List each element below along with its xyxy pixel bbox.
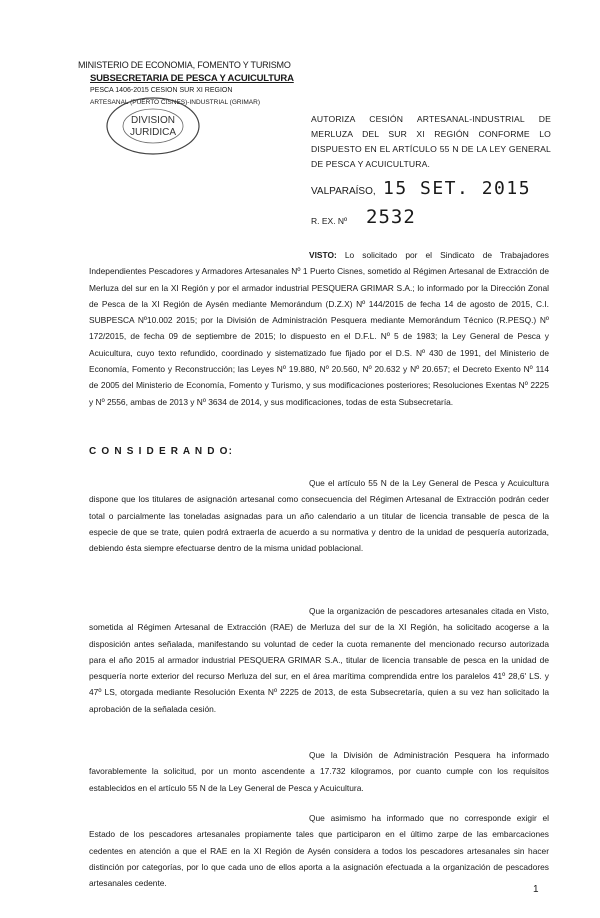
page-number: 1: [533, 884, 539, 895]
paragraph-text: Que el artículo 55 N de la Ley General de Pesca y Acuicultura dispone que los titulares de asignación artesanal como consecuencia del Régimen Artesanal de Extracción podrán ceder total o parcialmente las toneladas asignadas para un año calendario a un titular de licencia transable de pesca de la especie de que se trate, quien podrá extraerla de acuerdo a su normativa y dentro de la unidad de pesquería autorizada, debiendo ésta siempre efectuarse dentro de la misma unidad poblacional.: [89, 478, 549, 554]
resolution-number: 2532: [366, 206, 416, 228]
place-label: VALPARAÍSO,: [311, 186, 376, 197]
resolution-subject: AUTORIZA CESIÓN ARTESANAL-INDUSTRIAL DE MERLUZA DEL SUR XI REGIÓN CONFORME LO DISPUESTO EN EL ARTÍCULO 55 N DE LA LEY GENERAL DE PESCA Y ACUICULTURA.: [311, 114, 551, 169]
paragraph-text: Que asimismo ha informado que no corresponde exigir el Estado de los pescadores artesanales propiamente tales que participaron en el último zarpe de las embarcaciones cedentes en atención a que el RAE en la XI Región de Aysén considera a todos los pescadores artesanales sin hacer distinción por categorías, por lo que cada uno de ellos aporta a la asignación efectuada a la organización de pescadores artesanales cedente.: [89, 813, 549, 889]
considerando-paragraph-3: [89, 747, 549, 796]
paragraph-text: Que la División de Administración Pesquera ha informado favorablemente la solicitud, por un monto ascendente a 17.732 kilogramos, por cuanto cumple con los requisitos establecidos en el artículo 55 N de la Ley General de Pesca y Acuicultura.: [89, 750, 549, 793]
visto-text: Lo solicitado por el Sindicato de Trabajadores Independientes Pescadores y Armadores Artesanales Nº 1 Puerto Cisnes, sometido al Régimen Artesanal de Extracción de Merluza del sur en la XI Región y por el armador industrial PESQUERA GRIMAR S.A.; lo informado por la Dirección Zonal de Pesca de la XI Región de Aysén mediante Memorándum (D.Z.X) Nº 144/2015 de fecha 14 de agosto de 2015, C.I. SUBPESCA Nº10.002 2015; por la División de Administración Pesquera mediante Memorándum Técnico (R.PESQ.) Nº 172/2015, de fecha 09 de septiembre de 2015; lo dispuesto en el D.F.L. Nº 5 de 1983; la Ley General de Pesca y Acuicultura, cuyo texto refundido, coordinado y sistematizado fue fijado por el D.S. Nº 430 de 1991, del Ministerio de Economía, Fomento y Reconstrucción; las Leyes Nº 19.880, Nº 20.560, Nº 20.632 y Nº 20.657; el Decreto Exento Nº 114 de 2005 del Ministerio de Economía, Fomento y Turismo, y sus modificaciones posteriores; Resoluciones Exentas Nº 2225 y Nº 2556, ambas de 2013 y Nº 3634 de 2014, y sus modificaciones, todas de esta Subsecretaría.: [89, 250, 549, 407]
considerando-heading: C O N S I D E R A N D O:: [89, 446, 234, 457]
subsecretaria-name: SUBSECRETARIA DE PESCA Y ACUICULTURA: [90, 73, 294, 84]
resolution-number-label: R. EX. Nº: [311, 216, 348, 226]
stamp-line-1: DIVISION: [131, 115, 175, 126]
resolution-date: 15 SET. 2015: [383, 178, 532, 199]
stamp-graphic: [103, 95, 203, 157]
considerando-paragraph-2: [89, 603, 549, 717]
stamp-line-2: JURIDICA: [129, 127, 177, 138]
considerando-paragraph-4: [89, 810, 549, 891]
ministry-name: MINISTERIO DE ECONOMIA, FOMENTO Y TURISMO: [78, 60, 291, 70]
resolution-ref-line-2: ARTESANAL (PUERTO CISNES)-INDUSTRIAL (GRIMAR): [90, 99, 260, 106]
considerando-paragraph-1: [89, 475, 549, 556]
resolution-ref-line-1: PESCA 1406-2015 CESION SUR XI REGION: [90, 87, 233, 94]
visto-paragraph: [89, 247, 549, 410]
visto-lead: VISTO:: [309, 250, 337, 260]
division-juridica-stamp: [103, 95, 203, 157]
paragraph-text: Que la organización de pescadores artesanales citada en Visto, sometida al Régimen Artesanal de Extracción (RAE) de Merluza del sur de la XI Región, ha solicitado acogerse a la disposición antes señalada, manifestando su voluntad de ceder la cuota remanente del mencionado recurso autorizada para el año 2015 al armador industrial PESQUERA GRIMAR S.A., titular de licencia transable de pesca en la unidad de pesquería norte exterior del recurso Merluza del sur, en el área marítima comprendida entre los paralelos 41º 28,6' LS. y 47º LS, otorgada mediante Resolución Exenta Nº 2225 de 2013, de esta Subsecretaría, quien a su vez han solicitado la aprobación de la señalada cesión.: [89, 606, 549, 714]
